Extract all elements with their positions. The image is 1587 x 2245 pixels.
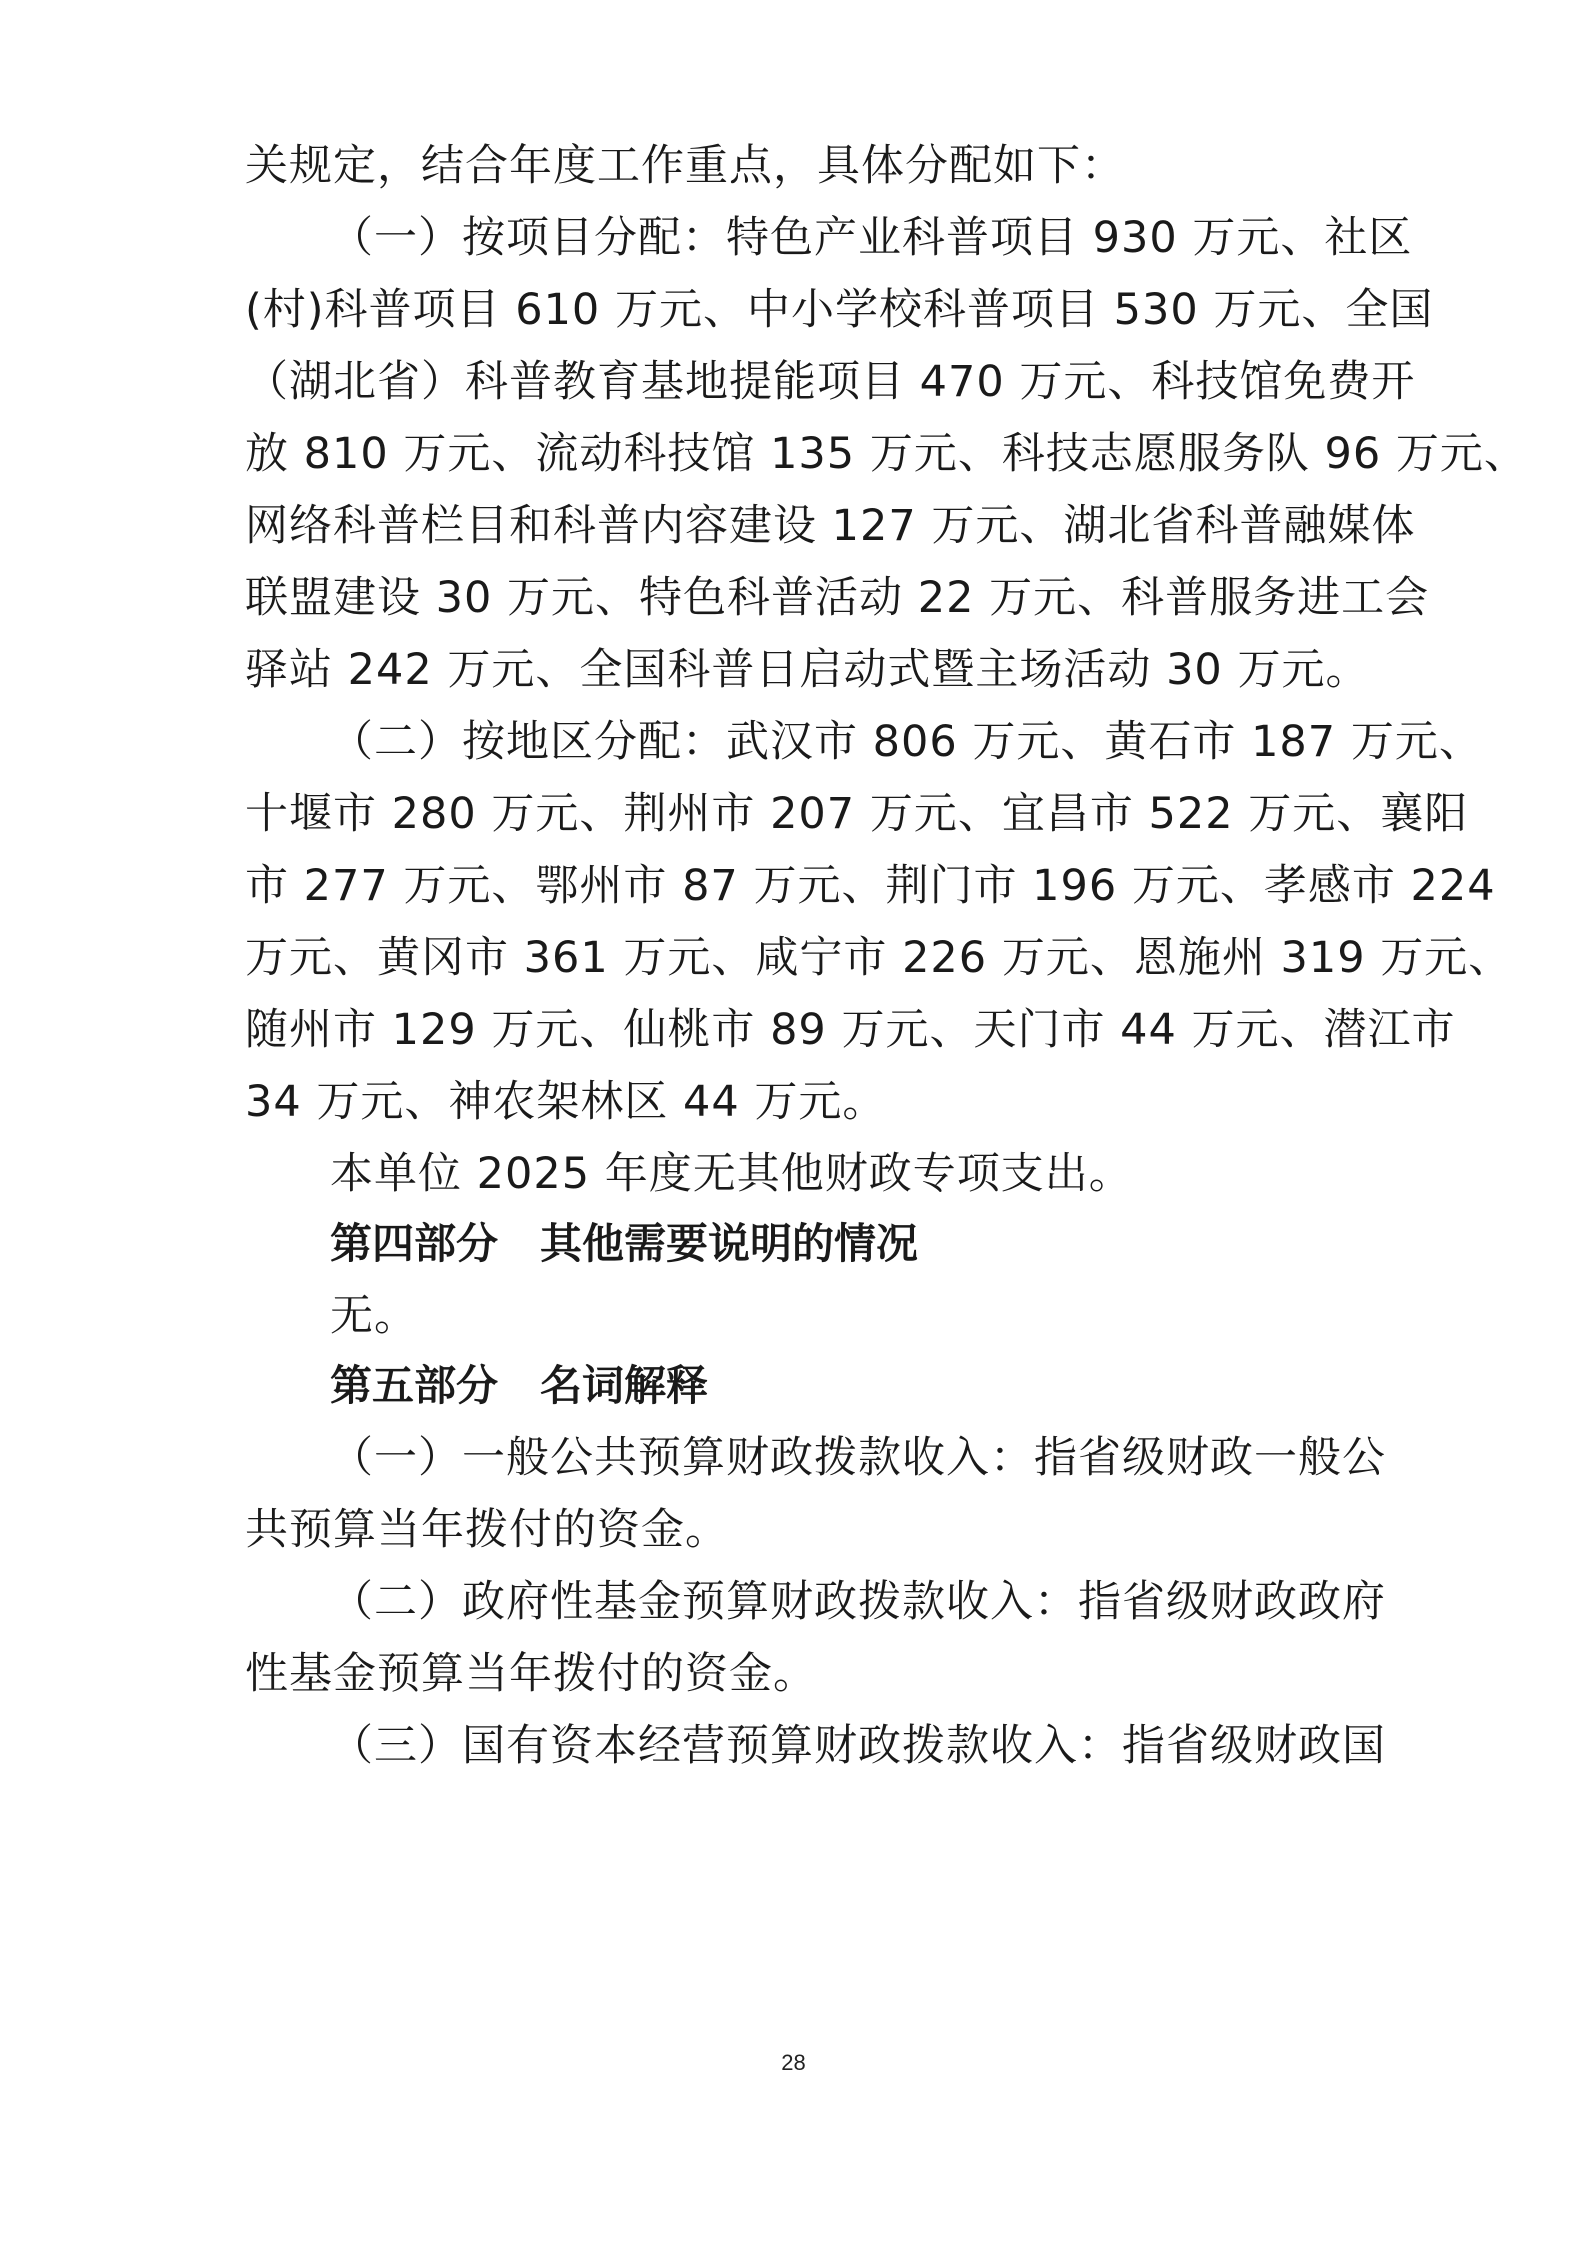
section-heading: 第五部分 名词解释 <box>330 1361 709 1410</box>
paragraph-line: 市 277 万元、鄂州市 87 万元、荆门市 196 万元、孝感市 224 <box>245 861 1496 911</box>
page-number: 28 <box>781 2050 806 2075</box>
paragraph-line: 万元、黄冈市 361 万元、咸宁市 226 万元、恩施州 319 万元、 <box>245 933 1513 983</box>
paragraph-line: 网络科普栏目和科普内容建设 127 万元、湖北省科普融媒体 <box>245 501 1416 551</box>
paragraph-line: （二）按地区分配：武汉市 806 万元、黄石市 187 万元、 <box>330 717 1483 767</box>
paragraph-line: (村)科普项目 610 万元、中小学校科普项目 530 万元、全国 <box>245 285 1434 335</box>
paragraph-line: 随州市 129 万元、仙桃市 89 万元、天门市 44 万元、潜江市 <box>245 1005 1456 1055</box>
paragraph-line: 放 810 万元、流动科技馆 135 万元、科技志愿服务队 96 万元、 <box>245 429 1528 479</box>
paragraph-line: 共预算当年拨付的资金。 <box>245 1505 729 1555</box>
paragraph-line: 联盟建设 30 万元、特色科普活动 22 万元、科普服务进工会 <box>245 573 1430 623</box>
paragraph-line: （一）一般公共预算财政拨款收入：指省级财政一般公 <box>330 1433 1386 1483</box>
paragraph-line: 无。 <box>330 1291 418 1341</box>
paragraph-line: 关规定，结合年度工作重点，具体分配如下： <box>245 141 1125 191</box>
paragraph-line: 性基金预算当年拨付的资金。 <box>245 1649 817 1699</box>
section-heading: 第四部分 其他需要说明的情况 <box>330 1219 919 1268</box>
paragraph-line: 十堰市 280 万元、荆州市 207 万元、宜昌市 522 万元、襄阳 <box>245 789 1469 839</box>
paragraph-line: 本单位 2025 年度无其他财政专项支出。 <box>330 1149 1133 1199</box>
paragraph-line: （二）政府性基金预算财政拨款收入：指省级财政政府 <box>330 1577 1386 1627</box>
paragraph-line: （三）国有资本经营预算财政拨款收入：指省级财政国 <box>330 1721 1386 1771</box>
paragraph-line: （湖北省）科普教育基地提能项目 470 万元、科技馆免费开 <box>245 357 1416 407</box>
paragraph-line: 34 万元、神农架林区 44 万元。 <box>245 1077 887 1127</box>
paragraph-line: （一）按项目分配：特色产业科普项目 930 万元、社区 <box>330 213 1413 263</box>
paragraph-line: 驿站 242 万元、全国科普日启动式暨主场活动 30 万元。 <box>245 645 1370 695</box>
